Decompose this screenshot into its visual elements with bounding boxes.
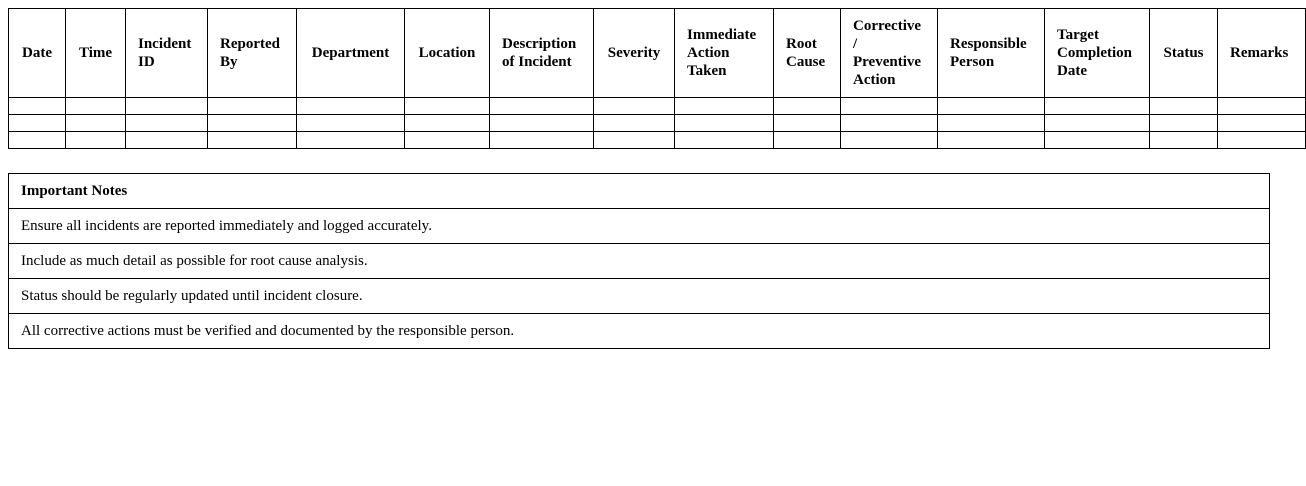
table-cell[interactable] <box>675 98 774 115</box>
table-cell[interactable] <box>841 115 938 132</box>
note-row <box>9 279 1270 314</box>
table-cell[interactable] <box>594 115 675 132</box>
table-cell[interactable] <box>594 98 675 115</box>
table-cell[interactable] <box>1218 132 1306 149</box>
column-header-date: Date <box>9 9 66 98</box>
table-cell[interactable] <box>126 115 208 132</box>
table-cell[interactable] <box>297 98 405 115</box>
column-header-immediate-action: Immediate Action Taken <box>675 9 774 98</box>
column-header-responsible-person: Responsible Person <box>938 9 1045 98</box>
table-cell[interactable] <box>208 115 297 132</box>
table-row <box>9 132 1306 149</box>
table-cell[interactable] <box>1150 98 1218 115</box>
column-header-incident-id: Incident ID <box>126 9 208 98</box>
column-header-time: Time <box>66 9 126 98</box>
column-header-status: Status <box>1150 9 1218 98</box>
column-header-severity: Severity <box>594 9 675 98</box>
table-cell[interactable] <box>1150 132 1218 149</box>
table-cell[interactable] <box>405 115 490 132</box>
table-cell[interactable] <box>1150 115 1218 132</box>
header-row <box>9 9 1306 98</box>
column-header-root-cause: Root Cause <box>774 9 841 98</box>
table-cell[interactable] <box>1218 98 1306 115</box>
note-item: Ensure all incidents are reported immediately and logged accurately. <box>9 209 1270 244</box>
table-cell[interactable] <box>774 98 841 115</box>
table-cell[interactable] <box>208 132 297 149</box>
table-cell[interactable] <box>9 115 66 132</box>
column-header-location: Location <box>405 9 490 98</box>
note-item: All corrective actions must be verified and documented by the responsible person. <box>9 314 1270 349</box>
table-cell[interactable] <box>1218 115 1306 132</box>
table-cell[interactable] <box>297 132 405 149</box>
note-item: Status should be regularly updated until incident closure. <box>9 279 1270 314</box>
table-cell[interactable] <box>66 98 126 115</box>
important-notes-table <box>8 173 1270 349</box>
table-cell[interactable] <box>9 98 66 115</box>
column-header-reported-by: Reported By <box>208 9 297 98</box>
incident-log-table <box>8 8 1306 149</box>
table-cell[interactable] <box>490 115 594 132</box>
table-cell[interactable] <box>675 132 774 149</box>
column-header-corrective-action: Corrective / Preventive Action <box>841 9 938 98</box>
column-header-target-date: Target Completion Date <box>1045 9 1150 98</box>
table-cell[interactable] <box>126 98 208 115</box>
table-cell[interactable] <box>490 98 594 115</box>
table-cell[interactable] <box>938 132 1045 149</box>
table-row <box>9 115 1306 132</box>
table-cell[interactable] <box>66 115 126 132</box>
incident-log-body <box>9 98 1306 149</box>
table-cell[interactable] <box>1045 98 1150 115</box>
column-header-remarks: Remarks <box>1218 9 1306 98</box>
note-row <box>9 244 1270 279</box>
table-row <box>9 98 1306 115</box>
table-cell[interactable] <box>675 115 774 132</box>
table-cell[interactable] <box>774 132 841 149</box>
table-cell[interactable] <box>938 115 1045 132</box>
note-item: Include as much detail as possible for root cause analysis. <box>9 244 1270 279</box>
table-cell[interactable] <box>490 132 594 149</box>
table-cell[interactable] <box>1045 115 1150 132</box>
incident-log-container <box>8 8 1289 150</box>
table-cell[interactable] <box>841 132 938 149</box>
notes-title: Important Notes <box>9 174 1270 209</box>
table-cell[interactable] <box>774 115 841 132</box>
table-cell[interactable] <box>594 132 675 149</box>
table-cell[interactable] <box>841 98 938 115</box>
table-cell[interactable] <box>208 98 297 115</box>
column-header-department: Department <box>297 9 405 98</box>
table-cell[interactable] <box>66 132 126 149</box>
table-cell[interactable] <box>405 132 490 149</box>
note-row <box>9 209 1270 244</box>
table-cell[interactable] <box>1045 132 1150 149</box>
note-row <box>9 314 1270 349</box>
notes-header-row <box>9 174 1270 209</box>
table-cell[interactable] <box>126 132 208 149</box>
table-cell[interactable] <box>9 132 66 149</box>
column-header-description: Description of Incident <box>490 9 594 98</box>
table-cell[interactable] <box>405 98 490 115</box>
table-cell[interactable] <box>938 98 1045 115</box>
table-cell[interactable] <box>297 115 405 132</box>
